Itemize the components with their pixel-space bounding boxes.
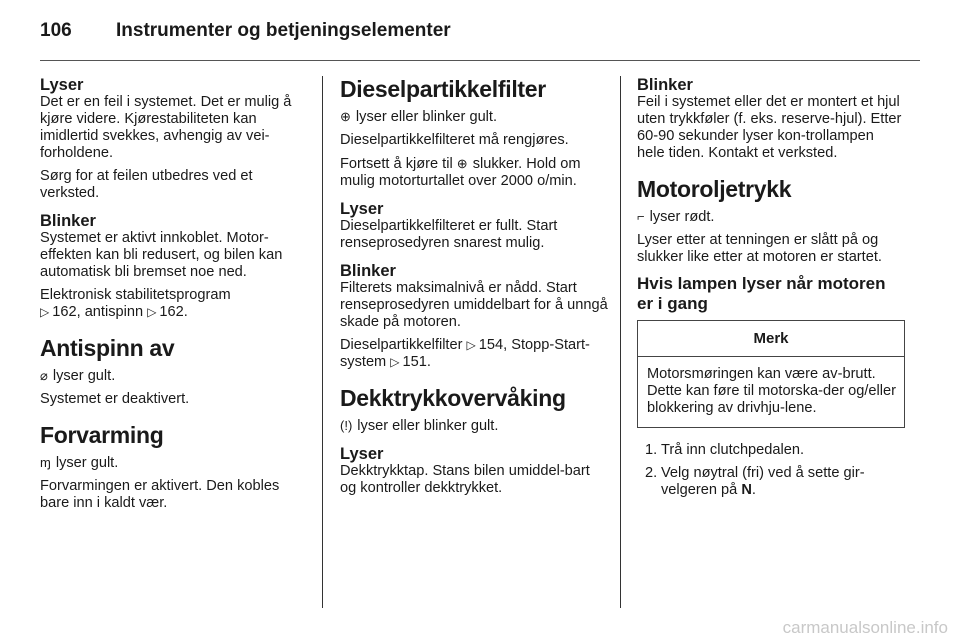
esp-ref-1[interactable]: 162, antispinn <box>52 304 144 320</box>
dpf-reference: Dieselpartikkelfilter ▷ 154, Stopp-Start-system ▷ 151. <box>340 337 590 370</box>
dpf-heading: Dieselpartikkelfilter <box>340 76 546 102</box>
lamp-on-heading: Hvis lampen lyser når motoren er i gang <box>637 274 886 313</box>
page-header <box>40 14 920 50</box>
xref-arrow-icon: ▷ <box>466 338 476 352</box>
xref-arrow-icon: ▷ <box>390 355 400 369</box>
step-item: 1. Trå inn clutchpedalen. <box>645 442 805 458</box>
header-divider <box>40 60 920 61</box>
antispinn-heading: Antispinn av <box>40 335 175 361</box>
page-number: 106 <box>40 20 72 41</box>
forvarming-heading: Forvarming <box>40 422 164 448</box>
xref-arrow-icon: ▷ <box>40 305 50 319</box>
dpf-icon: ⊕ <box>340 109 351 124</box>
watermark: carmanualsonline.info <box>782 618 948 637</box>
dpf-lyser-text: Dieselpartikkelfilteret er fullt. Start renseprosedyren snarest mulig. <box>340 218 558 251</box>
forvarming-indicator-line: ɱ lyser gult. <box>40 455 119 471</box>
blinker-text: Systemet er aktivt innkoblet. Motor-effekten kan bli redusert, og bilen kan automatisk bli bremset noe ned. <box>40 230 283 280</box>
esp-text: Elektronisk stabilitetsprogram <box>40 287 231 303</box>
dpf-text: Dieselpartikkelfilteret må rengjøres. <box>340 132 569 148</box>
oil-can-icon: ⌐ <box>637 209 645 224</box>
tpms-heading: Dekktrykkovervåking <box>340 385 566 411</box>
section-blinker-heading: Blinker <box>40 212 96 230</box>
esp-reference <box>40 287 308 321</box>
antispinn-indicator-line: ⌀ lyser gult. <box>40 368 116 384</box>
column-1 <box>40 76 308 518</box>
xref-arrow-icon: ▷ <box>147 305 157 319</box>
note-title: Merk <box>638 321 904 357</box>
tpms-indicator-line: (!) lyser eller blinker gult. <box>340 418 499 434</box>
note-box <box>637 320 905 428</box>
oil-pressure-heading: Motoroljetrykk <box>637 176 792 202</box>
forvarming-text: Forvarmingen er aktivert. Den kobles bare inn i kaldt vær. <box>40 478 280 511</box>
dpf-lyser-heading: Lyser <box>340 200 384 218</box>
dpf-blinker-heading: Blinker <box>340 262 396 280</box>
oil-indicator-line: ⌐ lyser rødt. <box>637 209 715 225</box>
lyser-text-2: Sørg for at feilen utbedres ved et verksted. <box>40 168 253 201</box>
dpf-text-2: Fortsett å kjøre til ⊕ slukker. Hold om mulig motorturtallet over 2000 o/min. <box>340 156 581 189</box>
oil-text: Lyser etter at tenningen er slått på og slukker like etter at motoren er startet. <box>637 232 882 265</box>
glow-plug-icon: ɱ <box>40 455 51 470</box>
note-text: Motorsmøringen kan være av-brutt. Dette kan føre til motorska-der og/eller blokkering av drivhju-lene. <box>647 366 896 416</box>
tpms-lyser-heading: Lyser <box>340 445 384 463</box>
esp-ref-2[interactable]: 162. <box>159 304 188 320</box>
dpf-indicator-line: ⊕ lyser eller blinker gult. <box>340 109 498 125</box>
traction-off-icon: ⌀ <box>40 368 48 383</box>
tire-pressure-icon: (!) <box>340 418 353 433</box>
page-title: Instrumenter og betjeningselementer <box>116 20 451 41</box>
column-3 <box>637 76 905 505</box>
step-item: 2. Velg nøytral (fri) ved å sette gir-velgeren på N. <box>645 465 865 498</box>
lyser-text: Det er en feil i systemet. Det er mulig å kjøre videre. Kjørestabiliteten kan imidlertid svekkes, avhengig av vei-forholdene. <box>40 94 292 161</box>
tpms-lyser-text: Dekktrykktap. Stans bilen umiddel-bart og kontroller dekktrykket. <box>340 463 590 496</box>
column-divider-2 <box>620 76 621 608</box>
tpms-blinker-heading: Blinker <box>637 76 693 94</box>
column-2 <box>340 76 608 503</box>
tpms-blinker-text: Feil i systemet eller det er montert et hjul uten trykkføler (f. eks. reserve-hjul). Etter 60-90 sekunder lyser kon-trollampen hele tiden. Kontakt et verksted. <box>637 94 902 161</box>
dpf-blinker-text: Filterets maksimalnivå er nådd. Start renseprosedyren umiddelbart for å unngå skade på motoren. <box>340 280 608 330</box>
section-lyser-heading: Lyser <box>40 76 84 94</box>
dpf-icon: ⊕ <box>456 156 468 171</box>
antispinn-text: Systemet er deaktivert. <box>40 391 190 407</box>
column-divider-1 <box>322 76 323 608</box>
